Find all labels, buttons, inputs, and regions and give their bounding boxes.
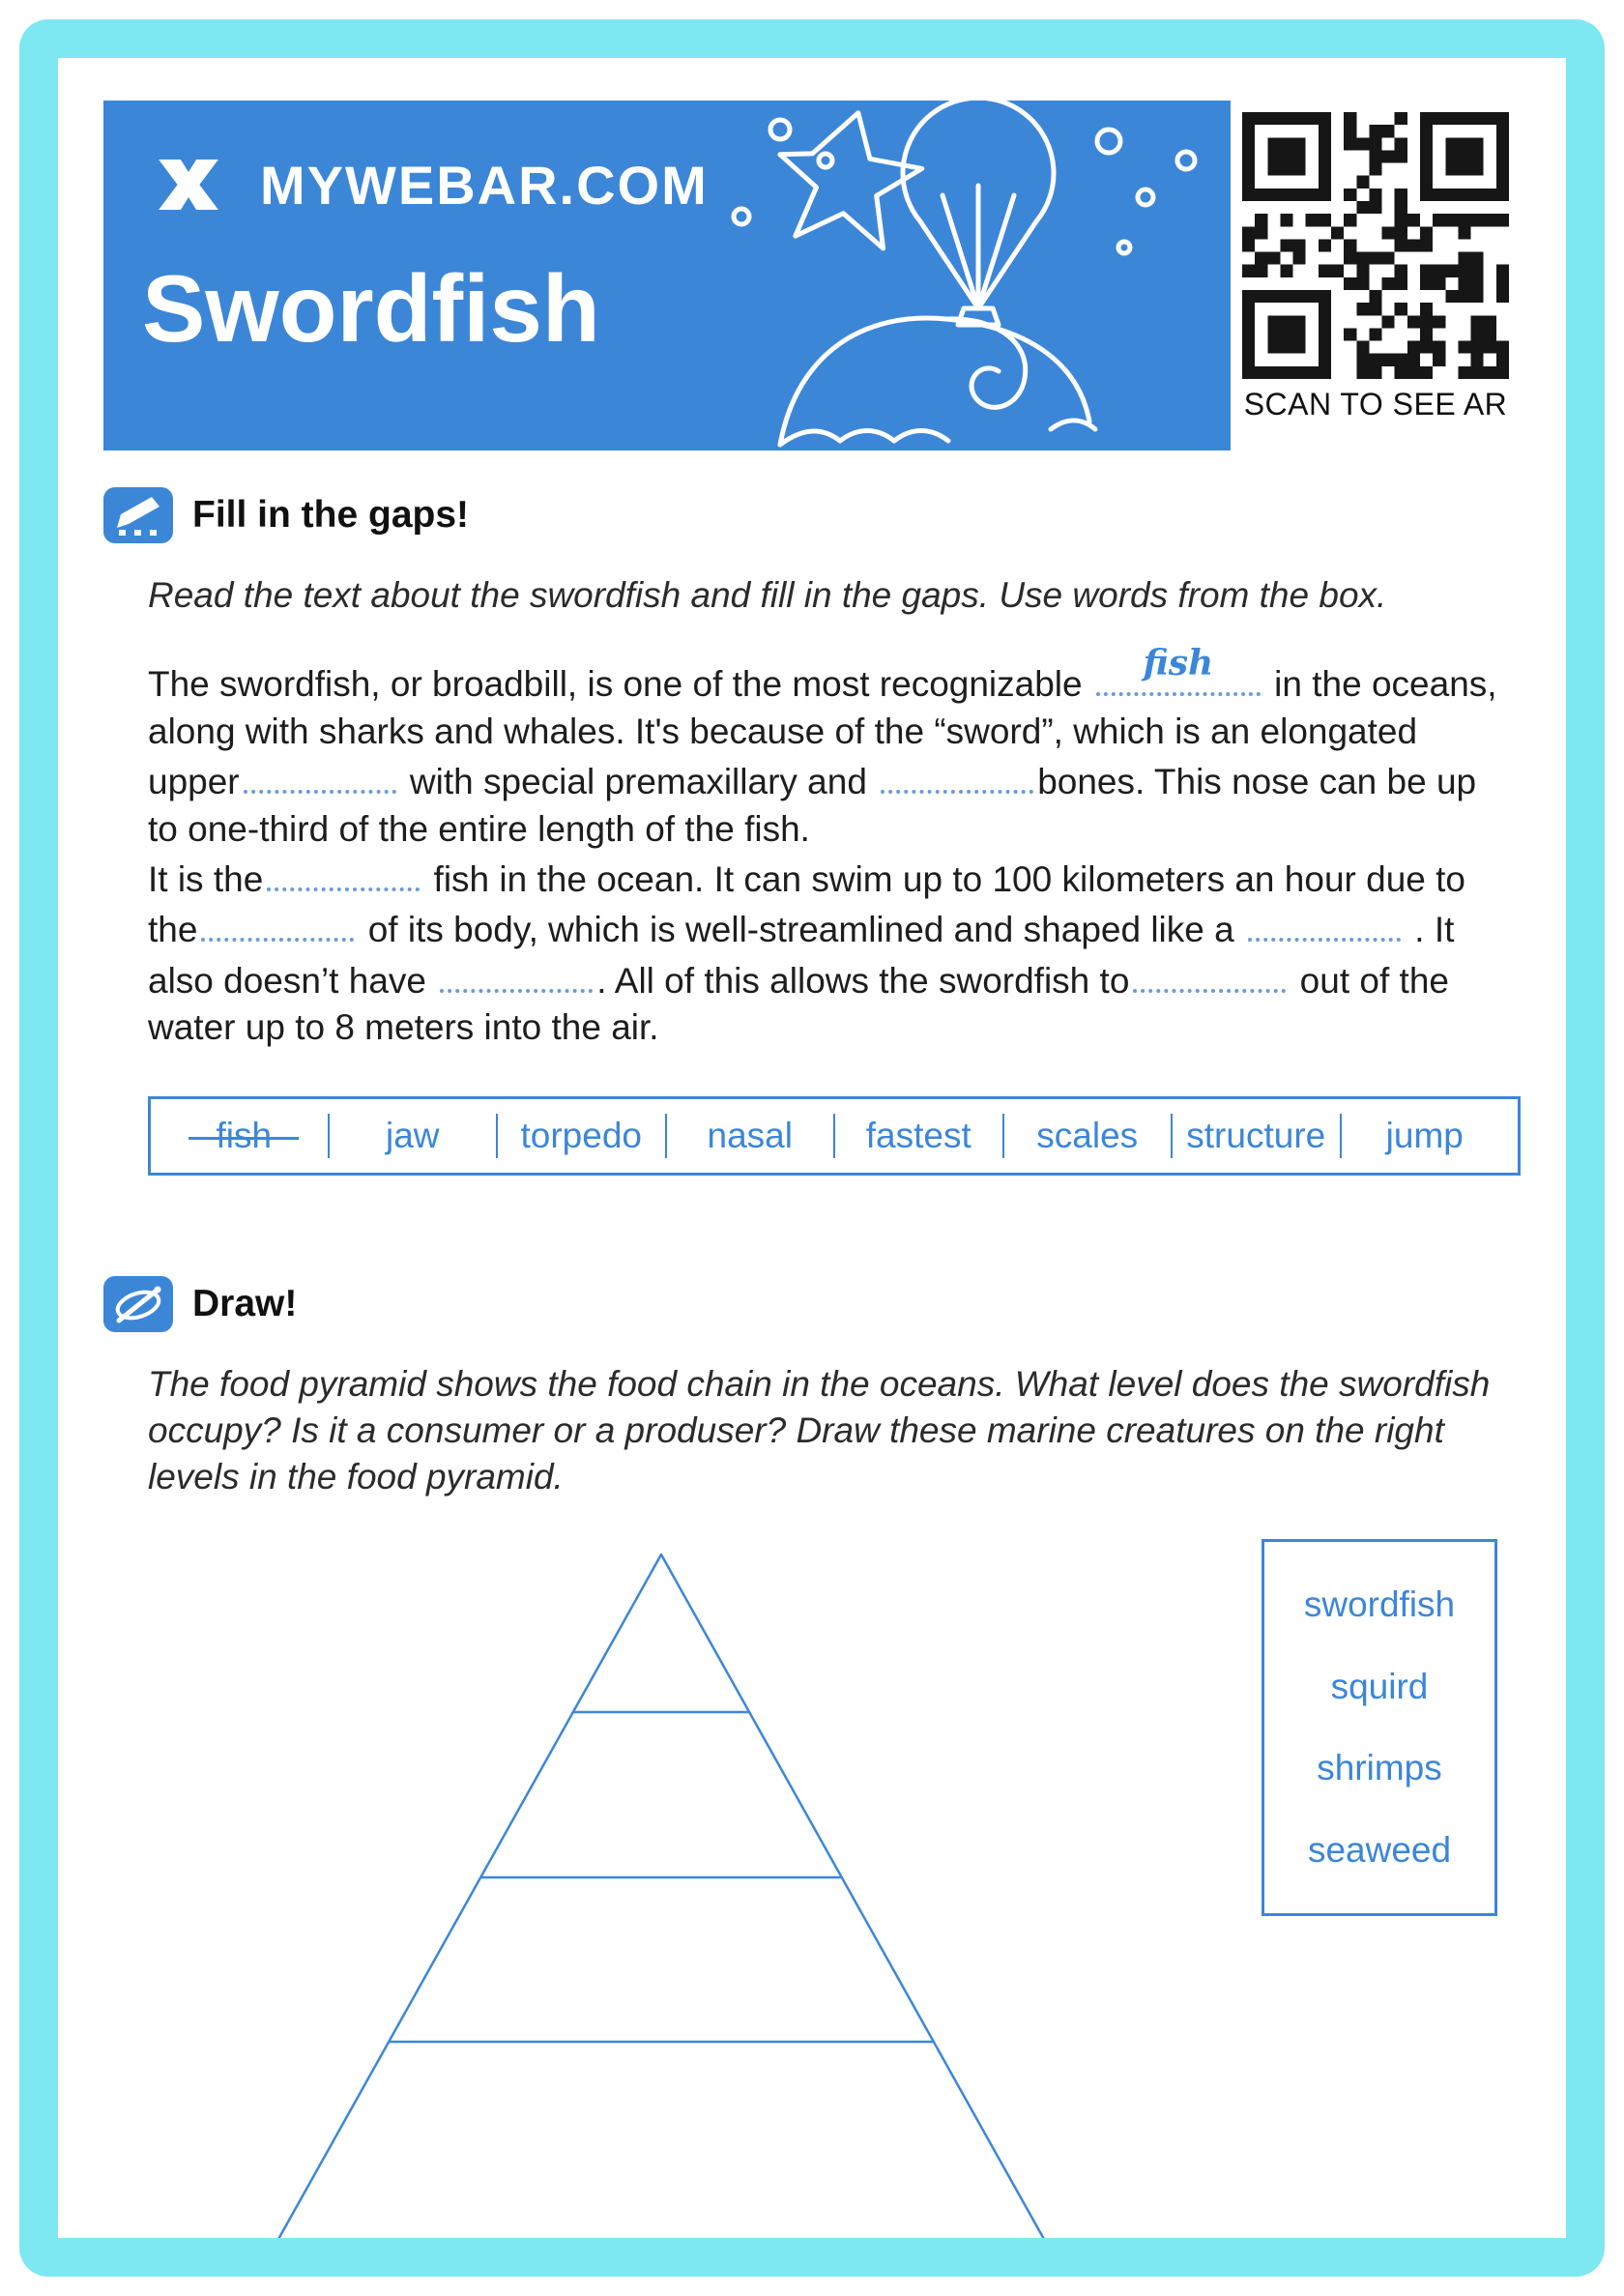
word-box xyxy=(148,1096,1521,1176)
gap-1-answer: fish xyxy=(1143,642,1214,683)
fill-paragraph-2 xyxy=(148,853,1501,1052)
fill-section-heading: Fill in the gaps! xyxy=(192,494,470,536)
text-segment: . It also doesn’t have xyxy=(148,910,1455,1001)
qr-caption: SCAN TO SEE AR xyxy=(1243,387,1508,421)
gap-7[interactable] xyxy=(440,954,593,993)
creature-box xyxy=(1262,1539,1497,1916)
word-fish: fish xyxy=(160,1116,328,1156)
word-jaw: jaw xyxy=(385,1115,440,1155)
gap-1[interactable] xyxy=(1096,642,1261,696)
gap-4[interactable] xyxy=(267,853,420,891)
qr-panel xyxy=(1231,101,1521,450)
draw-instruction: The food pyramid shows the food chain in the oceans. What level does the swordfish occupy? Is it a consumer or a produser? Draw these marine creatures on the right levels in the food pyramid. xyxy=(148,1363,1491,1497)
draw-area xyxy=(103,1539,1521,2245)
word-structure: structure xyxy=(1186,1115,1326,1155)
gap-8[interactable] xyxy=(1133,954,1286,993)
pyramid-diagram xyxy=(274,1551,1049,2245)
text-segment: out of the water up to 8 meters into the air. xyxy=(148,960,1449,1048)
text-segment: with special premaxillary and xyxy=(399,762,878,802)
fill-gaps-icon xyxy=(103,487,173,543)
fill-section-title xyxy=(103,487,1521,543)
draw-icon xyxy=(103,1276,173,1332)
word-scales: scales xyxy=(1036,1115,1139,1155)
food-pyramid[interactable] xyxy=(274,1551,1049,2245)
draw-section-heading: Draw! xyxy=(192,1282,298,1324)
mywebar-logo-icon xyxy=(142,147,235,222)
creature-seaweed: seaweed xyxy=(1307,1830,1452,1871)
qr-code xyxy=(1242,112,1509,379)
fill-instruction: Read the text about the swordfish and fill in the gaps. Use words from the box. xyxy=(148,575,1387,615)
header-left xyxy=(103,101,1231,450)
draw-section-title xyxy=(103,1276,1521,1332)
creature-squird: squird xyxy=(1330,1666,1429,1706)
text-segment: The swordfish, or broadbill, is one of the most recognizable xyxy=(148,664,1092,705)
gap-2[interactable] xyxy=(244,755,396,794)
worksheet-title: Swordfish xyxy=(142,255,600,362)
gap-3[interactable] xyxy=(881,755,1033,794)
creature-swordfish: swordfish xyxy=(1303,1584,1456,1625)
gap-6[interactable] xyxy=(1248,903,1401,942)
word-jump: jump xyxy=(1385,1115,1464,1155)
text-segment: fish in the ocean. It can swim up to 100 kilometers an hour due to the xyxy=(148,858,1465,950)
text-segment: bones. This nose can be up to one-third of the entire length of the fish. xyxy=(148,762,1477,849)
creature-shrimps: shrimps xyxy=(1317,1748,1442,1788)
gap-5[interactable] xyxy=(201,903,354,942)
word-fastest: fastest xyxy=(865,1115,972,1155)
text-segment: in the oceans, along with sharks and whales. It's because of the “sword”, which is an elongated upper xyxy=(148,664,1497,802)
word-nasal: nasal xyxy=(707,1115,793,1155)
header-banner xyxy=(103,101,1521,450)
brand-row xyxy=(142,147,1231,222)
text-segment: of its body, which is well-streamlined and shaped like a xyxy=(358,910,1244,950)
fill-paragraph-1 xyxy=(148,642,1501,853)
text-segment: It is the xyxy=(148,858,264,899)
text-segment: . All of this allows the swordfish to xyxy=(596,960,1130,1001)
worksheet-page xyxy=(103,101,1521,2245)
word-torpedo: torpedo xyxy=(520,1115,642,1155)
brand-name: MYWEBAR.COM xyxy=(260,154,709,216)
